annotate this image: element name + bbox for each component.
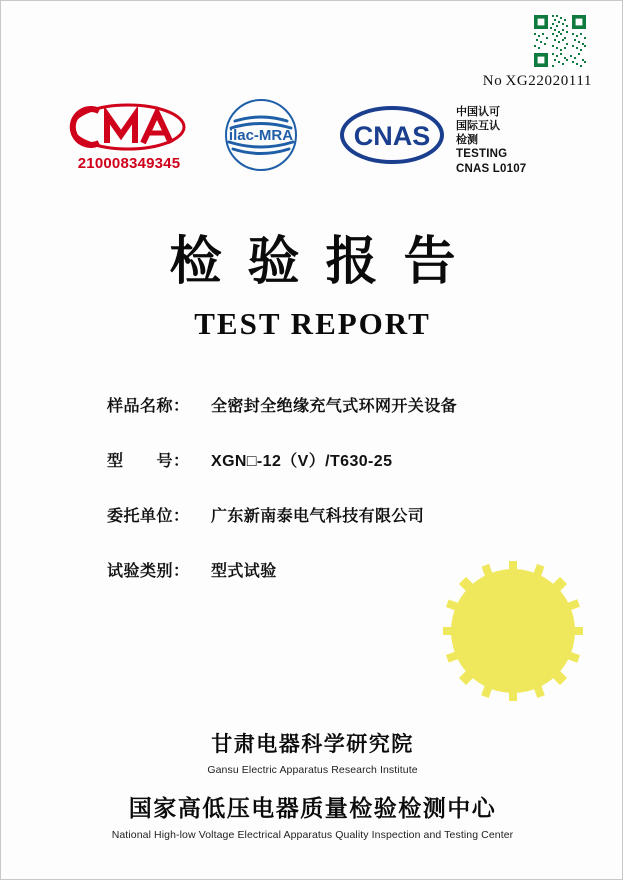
center-name-cn: 国家高低压电器质量检验检测中心 — [128, 795, 497, 821]
report-number-prefix: No — [482, 73, 503, 89]
field-value: XGN□-12（V）/T630-25 — [211, 453, 393, 470]
cma-mark-icon — [69, 101, 187, 153]
ilac-mra-logo — [213, 97, 309, 173]
issuing-organization — [1, 728, 623, 841]
field-model — [107, 448, 547, 471]
center-name-en: National High-low Voltage Electrical Apparatus Quality Inspection and Testing Center — [111, 829, 514, 841]
inspection-seal-icon — [439, 557, 587, 705]
qr-code-icon — [532, 13, 588, 69]
report-number-value: XG22020111 — [505, 73, 592, 89]
page-title-cn: 检验报告 — [169, 233, 482, 291]
field-label: 委托单位： — [107, 508, 190, 525]
cma-logo — [69, 101, 189, 172]
field-label: 型 号： — [107, 453, 190, 470]
svg-text:ilac-MRA: ilac-MRA — [228, 127, 294, 144]
field-value: 广东新南泰电气科技有限公司 — [211, 508, 425, 525]
cnas-line-en-2: CNAS L0107 — [456, 162, 527, 175]
field-sample-name — [107, 393, 547, 416]
organization-name-en: Gansu Electric Apparatus Research Institute — [207, 764, 418, 776]
cnas-line-en-1: TESTING — [456, 148, 508, 161]
organization-name-cn: 甘肃电器科学研究院 — [211, 733, 414, 756]
field-label: 样品名称： — [107, 398, 190, 415]
cma-certificate-number: 210008349345 — [77, 155, 181, 172]
report-number — [483, 73, 592, 92]
field-client — [107, 503, 547, 526]
cnas-logo — [339, 103, 445, 167]
accreditation-logos — [1, 97, 623, 187]
cnas-line-cn-3: 检测 — [456, 134, 478, 147]
svg-text:CNAS: CNAS — [353, 121, 431, 151]
field-value: 全密封全绝缘充气式环网开关设备 — [211, 398, 458, 415]
cnas-line-cn-2: 国际互认 — [456, 120, 500, 133]
page-title-en: TEST REPORT — [194, 306, 431, 341]
field-value: 型式试验 — [211, 563, 277, 580]
cnas-text-block — [456, 105, 596, 177]
field-label: 试验类别： — [107, 563, 190, 580]
cnas-line-cn-1: 中国认可 — [456, 106, 500, 118]
